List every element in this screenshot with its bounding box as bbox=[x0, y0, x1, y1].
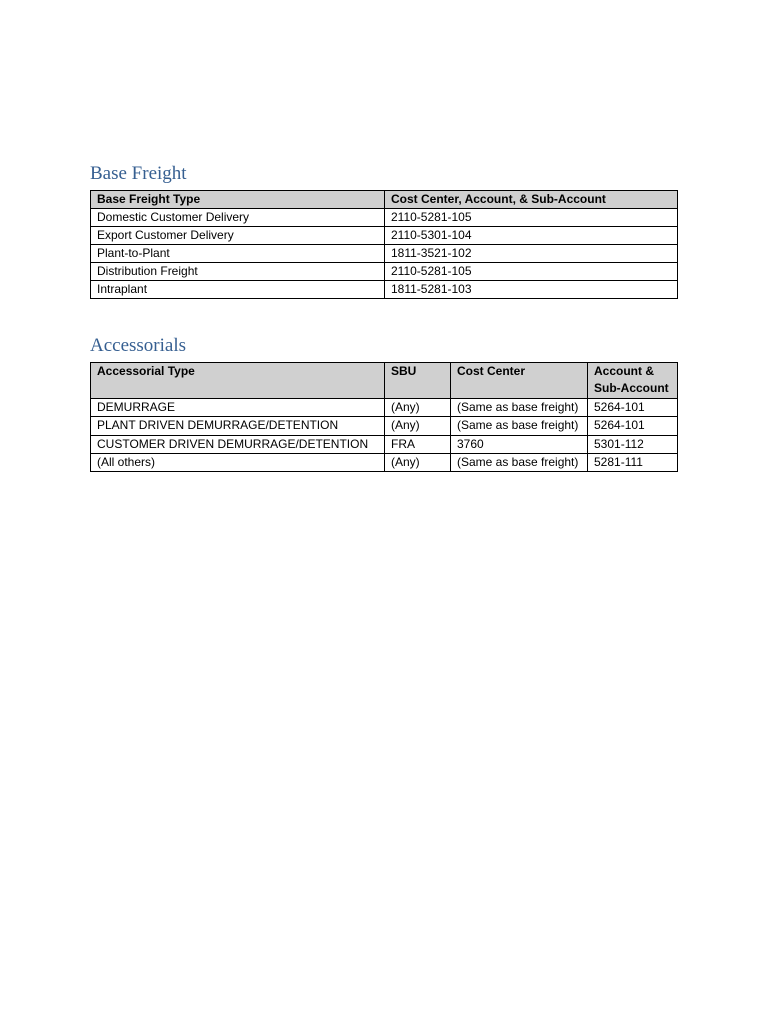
table-row bbox=[91, 281, 678, 299]
accessorials-heading: Accessorials bbox=[90, 335, 187, 356]
table-row bbox=[91, 435, 678, 453]
table-cell: Intraplant bbox=[91, 281, 385, 299]
column-header: Cost Center, Account, & Sub-Account bbox=[385, 191, 678, 209]
table-cell: Distribution Freight bbox=[91, 263, 385, 281]
table-cell: 1811-3521-102 bbox=[385, 245, 678, 263]
table-cell: (Same as base freight) bbox=[451, 417, 588, 435]
base-freight-table bbox=[90, 190, 678, 299]
table-cell: 2110-5301-104 bbox=[385, 227, 678, 245]
table-cell: Plant-to-Plant bbox=[91, 245, 385, 263]
table-header-row bbox=[91, 191, 678, 209]
table-cell: 2110-5281-105 bbox=[385, 209, 678, 227]
table-cell: 5264-101 bbox=[588, 398, 678, 416]
table-cell: 5264-101 bbox=[588, 417, 678, 435]
column-header: Cost Center bbox=[451, 363, 588, 399]
table-header-row bbox=[91, 363, 678, 399]
column-header: SBU bbox=[385, 363, 451, 399]
table-row bbox=[91, 227, 678, 245]
base-freight-heading: Base Freight bbox=[90, 163, 187, 184]
table-cell: (Same as base freight) bbox=[451, 398, 588, 416]
accessorials-table bbox=[90, 362, 678, 472]
table-cell: 2110-5281-105 bbox=[385, 263, 678, 281]
table-cell: Export Customer Delivery bbox=[91, 227, 385, 245]
table-cell: (Any) bbox=[385, 454, 451, 472]
table-cell: PLANT DRIVEN DEMURRAGE/DETENTION bbox=[91, 417, 385, 435]
table-cell: FRA bbox=[385, 435, 451, 453]
table-cell: 3760 bbox=[451, 435, 588, 453]
table-cell: (Any) bbox=[385, 417, 451, 435]
table-row bbox=[91, 209, 678, 227]
table-cell: CUSTOMER DRIVEN DEMURRAGE/DETENTION bbox=[91, 435, 385, 453]
column-header: Account & Sub-Account bbox=[588, 363, 678, 399]
table-cell: (All others) bbox=[91, 454, 385, 472]
table-row bbox=[91, 245, 678, 263]
table-cell: (Any) bbox=[385, 398, 451, 416]
table-cell: 1811-5281-103 bbox=[385, 281, 678, 299]
table-cell: 5301-112 bbox=[588, 435, 678, 453]
table-cell: DEMURRAGE bbox=[91, 398, 385, 416]
table-cell: (Same as base freight) bbox=[451, 454, 588, 472]
table-cell: Domestic Customer Delivery bbox=[91, 209, 385, 227]
table-row bbox=[91, 398, 678, 416]
table-row bbox=[91, 263, 678, 281]
table-row bbox=[91, 454, 678, 472]
table-cell: 5281-111 bbox=[588, 454, 678, 472]
column-header: Accessorial Type bbox=[91, 363, 385, 399]
table-row bbox=[91, 417, 678, 435]
column-header: Base Freight Type bbox=[91, 191, 385, 209]
